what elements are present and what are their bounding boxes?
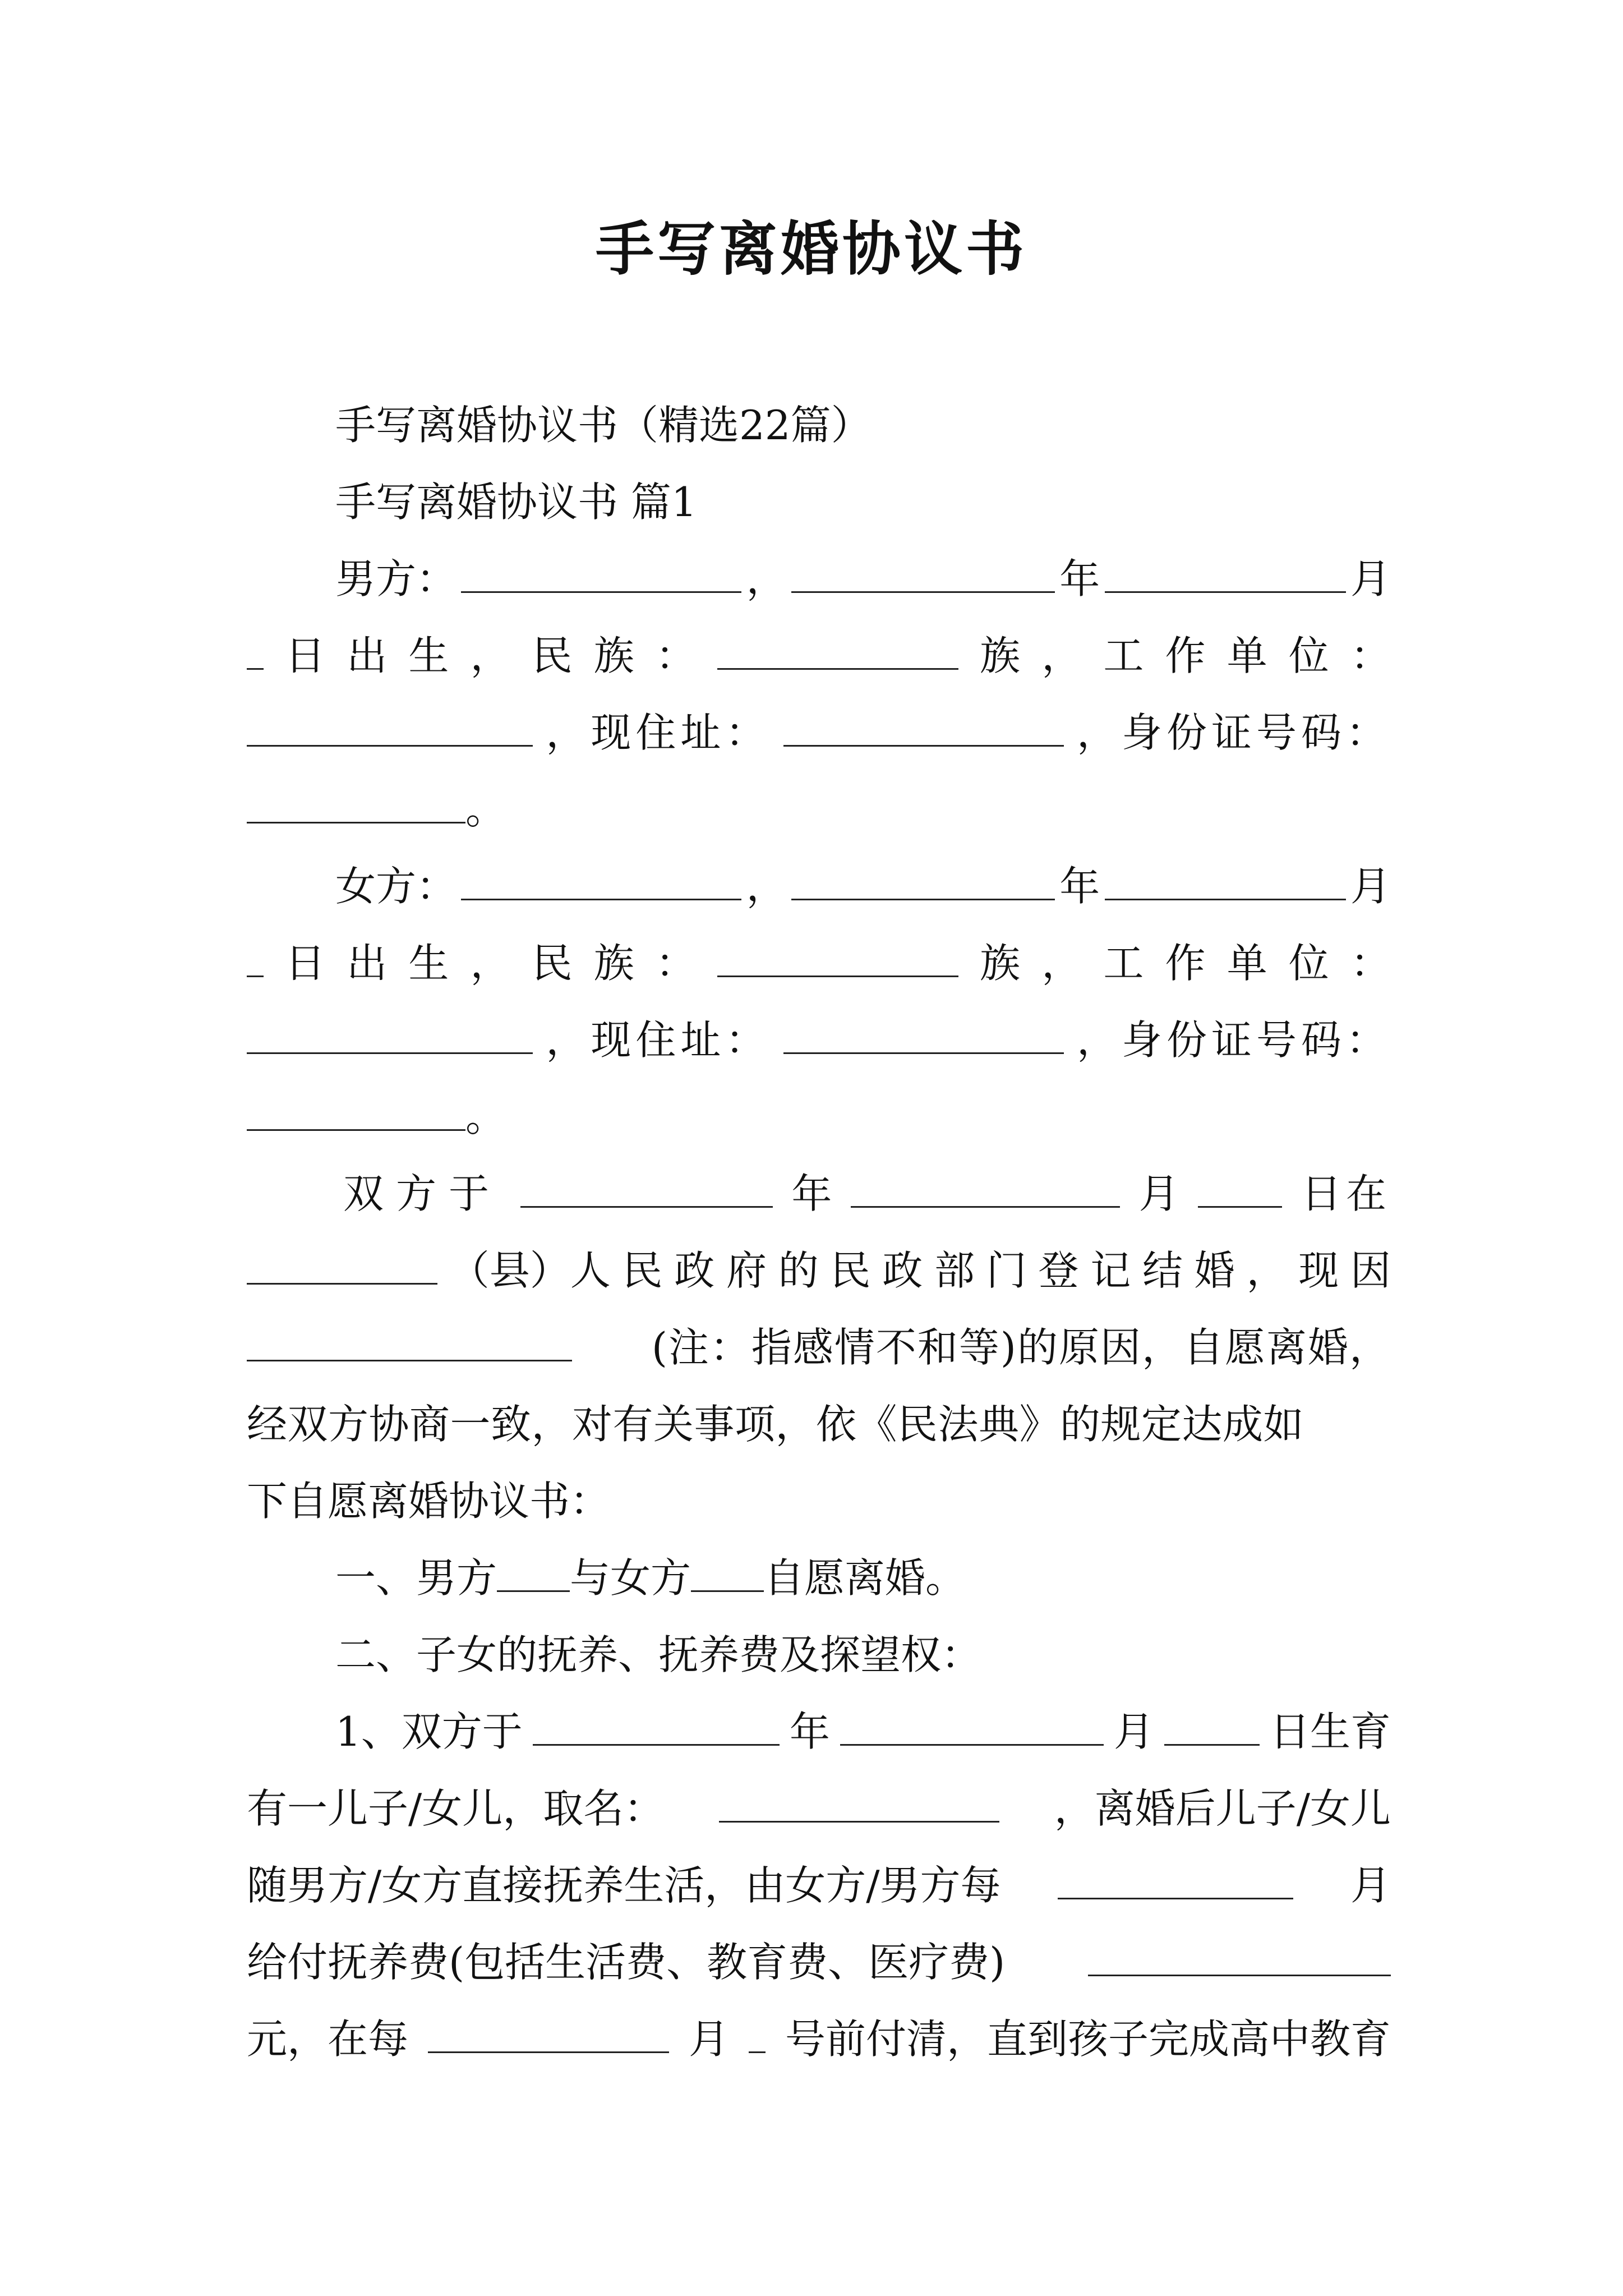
year-label: 年 (789, 1708, 830, 1755)
text-char: 作 (1165, 632, 1206, 679)
text-char: 作 (1165, 940, 1206, 987)
item-1 (247, 1540, 1391, 1617)
man-id-label: ，身份证号码： (1076, 709, 1391, 756)
text-char: 民 (622, 1247, 663, 1294)
para-text: (注：指感情不和等)的原因，自愿离婚， (651, 1324, 1391, 1371)
man-birth-day-blank (247, 666, 264, 670)
text-char: ， (1041, 940, 1082, 987)
woman-id-label: ，身份证号码： (1076, 1016, 1391, 1064)
text-char: 单 (1227, 940, 1267, 987)
child-text: 元，在每 (247, 2016, 409, 2063)
text-char: 族 (980, 632, 1021, 679)
child-name-blank (719, 1819, 999, 1823)
para-text: 日在 (1301, 1170, 1391, 1217)
text-char: 政 (674, 1247, 715, 1294)
child-text: 日生育 (1269, 1708, 1391, 1755)
text-char: 位 (1288, 632, 1329, 679)
page-title: 手写离婚协议书 (595, 214, 1027, 283)
text-char: （县）人 (449, 1247, 611, 1294)
child-text: 号前付清，直到孩子完成高中教育 (785, 2016, 1391, 2063)
woman-address-label: ，现住址： (546, 1016, 771, 1064)
marriage-day-blank (1198, 1204, 1282, 1208)
man-line-3 (247, 694, 1391, 771)
month-label: 月 (688, 2016, 729, 2063)
child-text: 有一儿子/女儿，取名： (247, 1785, 665, 1832)
man-comma: ， (746, 555, 787, 602)
para-text: 双方于 (343, 1170, 502, 1217)
text-char: 出 (347, 940, 388, 987)
month-label: 月 (1113, 1708, 1154, 1755)
section-heading: 手写离婚协议书 篇1 (335, 478, 697, 526)
woman-birth-month-blank (1105, 896, 1346, 900)
man-birth-month-blank (1105, 589, 1346, 593)
child-line-3 (247, 1847, 1391, 1924)
item-text: 一、男方 (335, 1554, 497, 1602)
item-2: 二、子女的抚养、抚养费及探望权： (335, 1631, 982, 1678)
text-char: ， (470, 632, 511, 679)
county-blank (247, 1281, 437, 1285)
man-birth-year-blank (791, 589, 1055, 593)
text-char: 日 (285, 632, 326, 679)
text-char: 府 (726, 1247, 767, 1294)
para-line-3 (247, 1309, 1391, 1386)
support-amount-blank (1088, 1972, 1391, 1976)
woman-name-blank-2 (691, 1588, 764, 1592)
man-label: 男方： (335, 555, 457, 602)
text-char: 工 (1103, 632, 1144, 679)
man-address-blank (783, 743, 1064, 747)
man-month-label: 月 (1350, 555, 1391, 602)
text-char: 民 (532, 632, 573, 679)
woman-month-label: 月 (1350, 863, 1391, 910)
text-char: 门 (986, 1247, 1027, 1294)
text-char: 民 (830, 1247, 871, 1294)
child-birth-day-blank (1164, 1742, 1260, 1746)
month-label: 月 (1350, 1862, 1391, 1909)
text-char: ， (1246, 1247, 1287, 1294)
text-char: 生 (408, 632, 449, 679)
para-line-4: 经双方协商一致，对有关事项，依《民法典》的规定达成如 (247, 1401, 1304, 1448)
text-char: 民 (532, 940, 573, 987)
woman-address-blank (783, 1050, 1064, 1054)
text-char: 生 (408, 940, 449, 987)
payment-day-blank (749, 2049, 766, 2053)
woman-ethnicity-blank (717, 973, 958, 977)
child-text: 随男方/女方直接抚养生活，由女方/男方每 (247, 1862, 1001, 1909)
man-end: 。 (465, 786, 506, 833)
woman-end: 。 (465, 1093, 506, 1140)
woman-id-blank (247, 1127, 465, 1131)
text-char: 单 (1227, 632, 1267, 679)
month-label: 月 (1138, 1170, 1179, 1217)
text-char: 部 (934, 1247, 975, 1294)
text-char: 出 (347, 632, 388, 679)
text-char: ： (655, 632, 696, 679)
child-line-4 (247, 1924, 1391, 2001)
text-char: 政 (882, 1247, 923, 1294)
child-birth-year-blank (533, 1742, 780, 1746)
man-name-blank-2 (497, 1588, 570, 1592)
document-body (247, 387, 1391, 2078)
child-text: 给付抚养费(包括生活费、教育费、医疗费) (247, 1939, 1006, 1986)
woman-birth-year-blank (791, 896, 1055, 900)
woman-line-4 (247, 1079, 1391, 1156)
man-line-4 (247, 771, 1391, 848)
child-text: 1、双方于 (335, 1708, 523, 1755)
text-char: 婚 (1194, 1247, 1235, 1294)
text-char: ： (655, 940, 696, 987)
reason-blank (247, 1358, 572, 1361)
text-char: 结 (1142, 1247, 1183, 1294)
child-line-1 (247, 1694, 1391, 1770)
year-label: 年 (791, 1170, 832, 1217)
item-text: 与女方 (570, 1554, 691, 1602)
woman-line-2 (247, 925, 1391, 1002)
text-char: ， (470, 940, 511, 987)
text-char: 族 (593, 632, 634, 679)
para-line-2 (247, 1232, 1391, 1309)
woman-comma: ， (746, 863, 787, 910)
text-char: 族 (593, 940, 634, 987)
text-char: ： (1350, 940, 1391, 987)
child-line-5 (247, 2001, 1391, 2078)
woman-name-blank (461, 896, 741, 900)
woman-label: 女方： (335, 863, 457, 910)
man-name-blank (461, 589, 741, 593)
woman-year-label: 年 (1059, 863, 1100, 910)
child-birth-month-blank (840, 1742, 1104, 1746)
text-char: 的 (778, 1247, 819, 1294)
man-line-1 (247, 541, 1391, 618)
text-char: 登 (1038, 1247, 1079, 1294)
subtitle: 手写离婚协议书（精选22篇） (335, 402, 872, 449)
text-char: 工 (1103, 940, 1144, 987)
woman-line-1 (247, 848, 1391, 925)
woman-line-3 (247, 1002, 1391, 1079)
woman-birth-day-blank (247, 973, 264, 977)
text-char: 记 (1090, 1247, 1131, 1294)
text-char: 现 (1298, 1247, 1339, 1294)
text-char: 日 (285, 940, 326, 987)
child-line-2 (247, 1770, 1391, 1847)
man-line-2 (247, 618, 1391, 694)
marriage-year-blank (520, 1204, 773, 1208)
woman-workplace-blank (247, 1050, 533, 1054)
payment-month-blank (428, 2049, 669, 2053)
marriage-month-blank (851, 1204, 1120, 1208)
text-char: 位 (1288, 940, 1329, 987)
man-id-blank (247, 820, 465, 823)
support-period-blank (1058, 1895, 1293, 1899)
man-address-label: ，现住址： (546, 709, 771, 756)
text-char: 族 (980, 940, 1021, 987)
child-text: ，离婚后儿子/女儿 (1054, 1785, 1391, 1832)
man-year-label: 年 (1059, 555, 1100, 602)
text-char: ： (1350, 632, 1391, 679)
item-text: 自愿离婚。 (764, 1554, 966, 1602)
para-line-5: 下自愿离婚协议书： (247, 1478, 611, 1525)
para-line-1 (247, 1156, 1391, 1232)
man-workplace-blank (247, 743, 533, 747)
text-char: 因 (1350, 1247, 1391, 1294)
text-char: ， (1041, 632, 1082, 679)
man-ethnicity-blank (717, 666, 958, 670)
